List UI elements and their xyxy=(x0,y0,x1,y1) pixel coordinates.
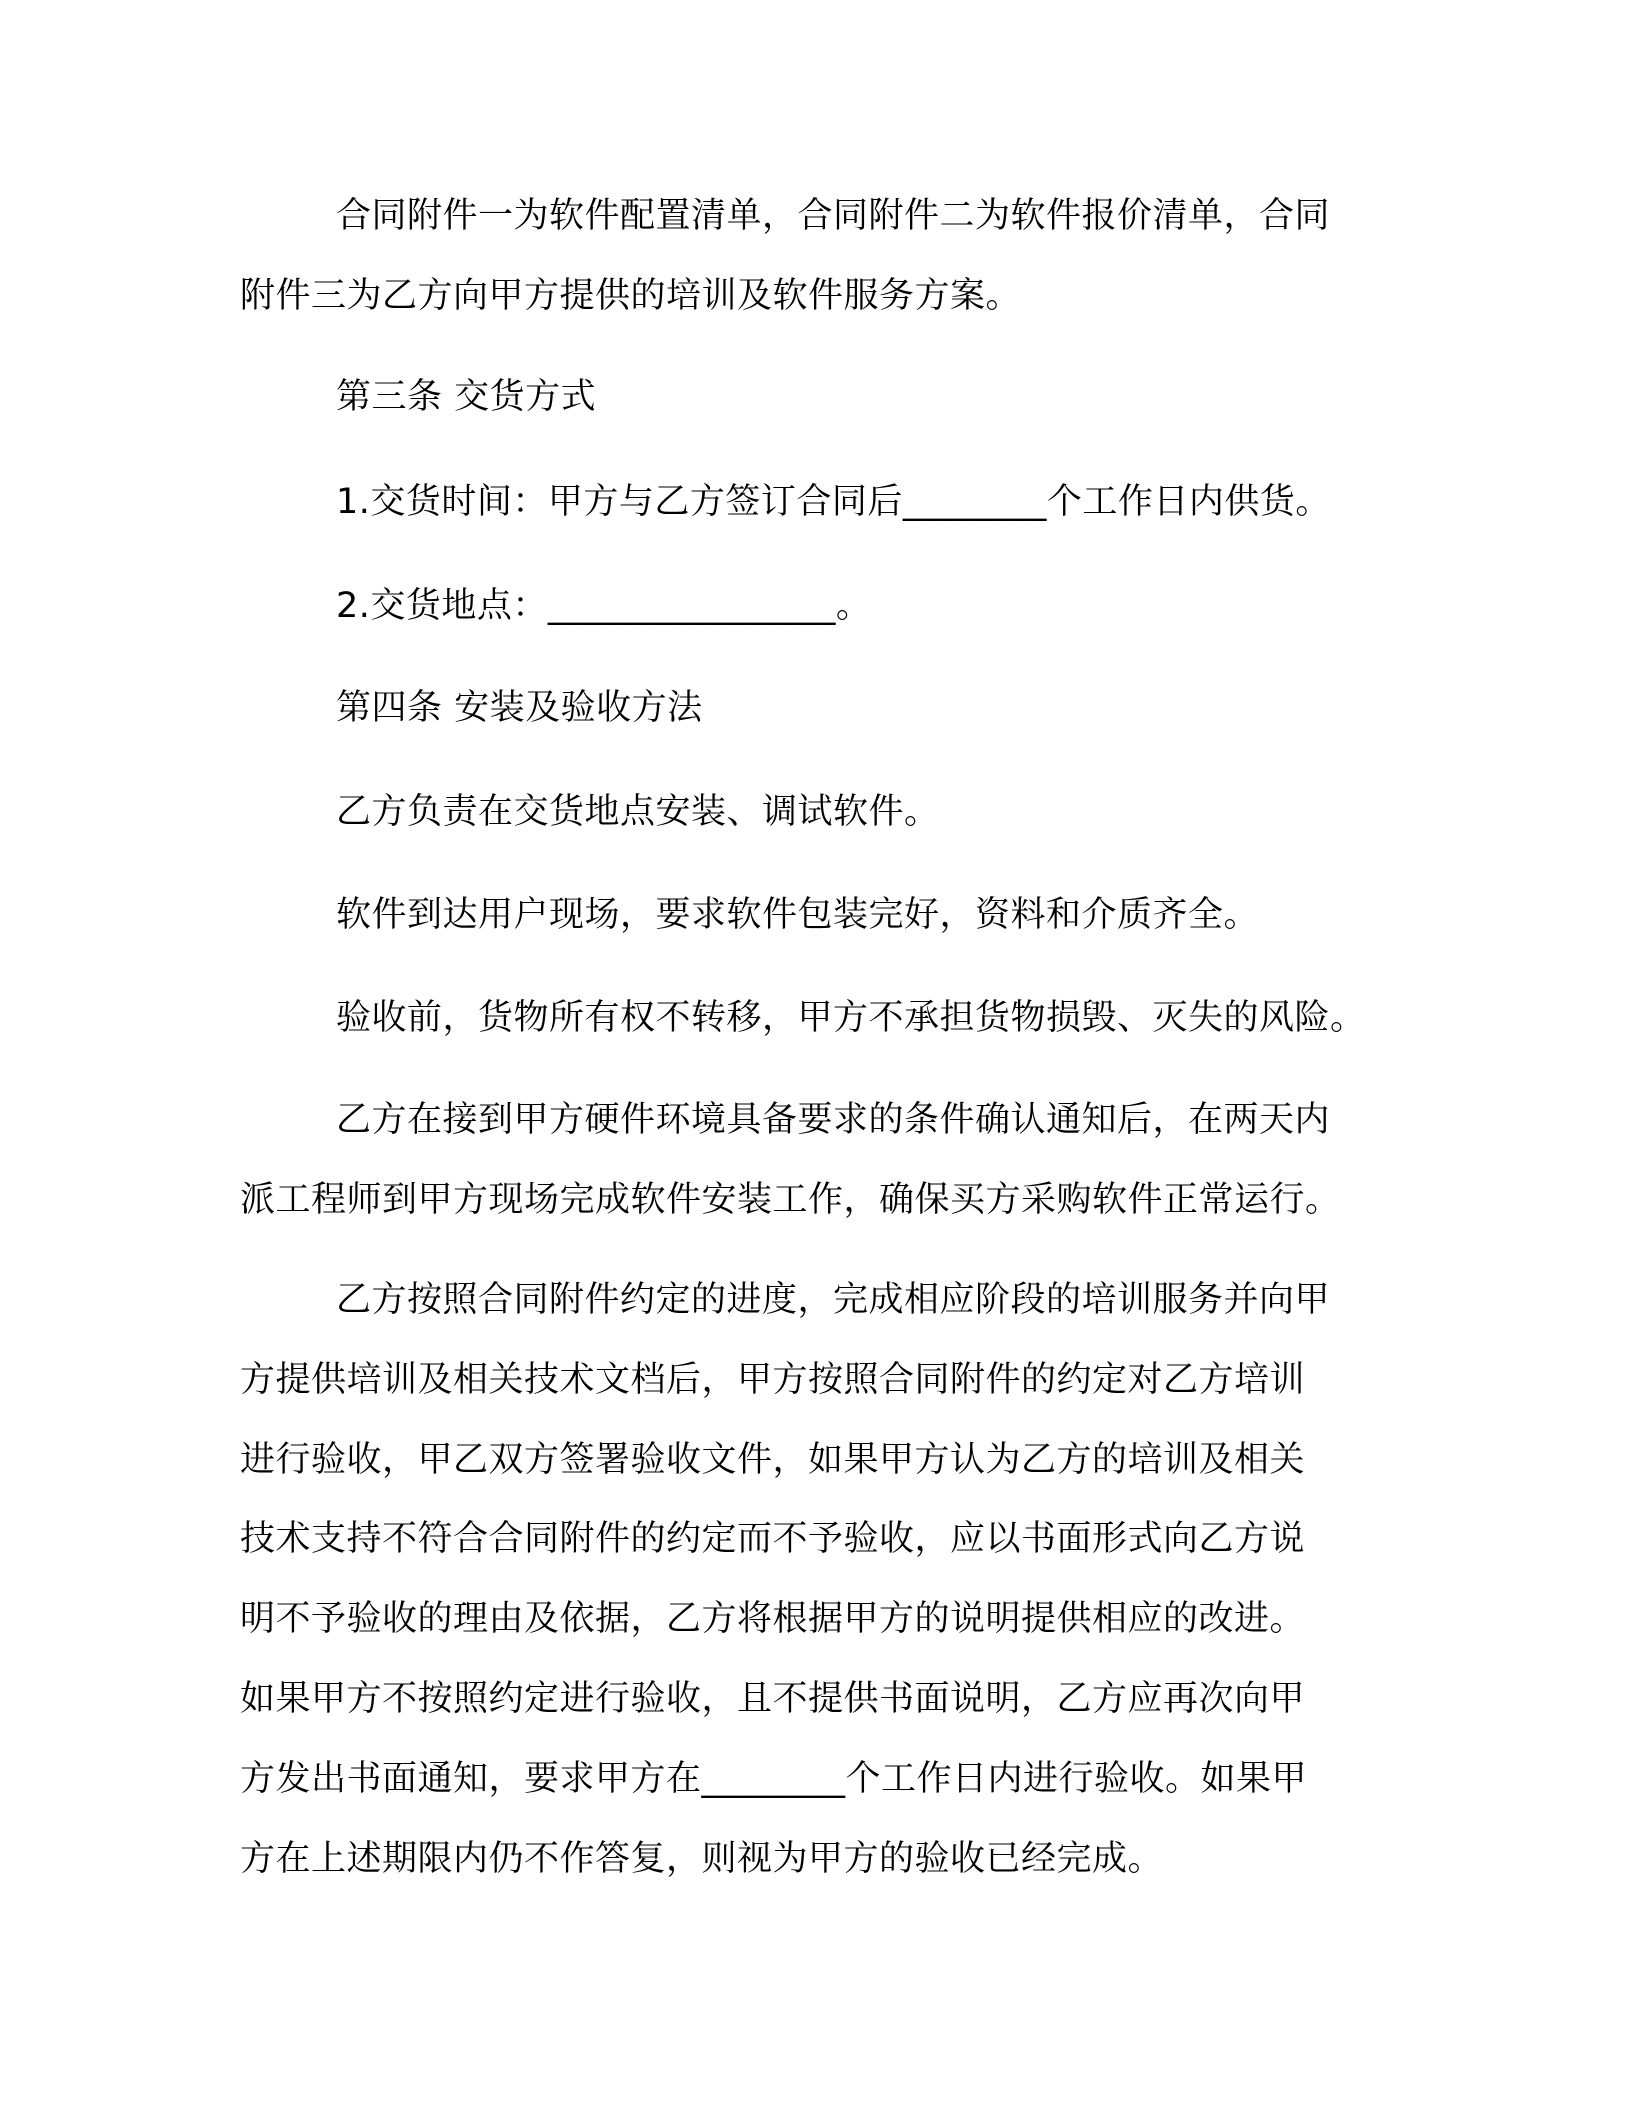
paragraph-line: 软件到达用户现场，要求软件包装完好，资料和介质齐全。 xyxy=(336,895,1260,935)
paragraph-line: 乙方负责在交货地点安装、调试软件。 xyxy=(336,792,940,832)
paragraph-line: 方在上述期限内仍不作答复，则视为甲方的验收已经完成。 xyxy=(240,1839,1164,1879)
paragraph-line: 明不予验收的理由及依据，乙方将根据甲方的说明提供相应的改进。 xyxy=(240,1599,1306,1639)
paragraph-line: 派工程师到甲方现场完成软件安装工作，确保买方采购软件正常运行。 xyxy=(240,1180,1341,1220)
paragraph-line: 乙方在接到甲方硬件环境具备要求的条件确认通知后，在两天内 xyxy=(336,1100,1331,1140)
paragraph-line: 乙方按照合同附件约定的进度，完成相应阶段的培训服务并向甲 xyxy=(336,1280,1331,1320)
paragraph-line: 进行验收，甲乙双方签署验收文件，如果甲方认为乙方的培训及相关 xyxy=(240,1440,1306,1480)
paragraph-line: 方提供培训及相关技术文档后，甲方按照合同附件的约定对乙方培训 xyxy=(240,1360,1306,1400)
paragraph-line: 方发出书面通知，要求甲方在________个工作日内进行验收。如果甲 xyxy=(240,1759,1308,1799)
paragraph-line: 技术支持不符合合同附件的约定而不予验收，应以书面形式向乙方说 xyxy=(240,1519,1306,1559)
paragraph-line: 如果甲方不按照约定进行验收，且不提供书面说明，乙方应再次向甲 xyxy=(240,1679,1306,1719)
paragraph-line: 2.交货地点：________________。 xyxy=(336,586,872,626)
paragraph-line: 附件三为乙方向甲方提供的培训及软件服务方案。 xyxy=(240,276,1022,316)
section-heading: 第三条 交货方式 xyxy=(336,377,597,417)
paragraph-line: 验收前，货物所有权不转移，甲方不承担货物损毁、灭失的风险。 xyxy=(336,998,1366,1038)
paragraph-line: 合同附件一为软件配置清单，合同附件二为软件报价清单，合同 xyxy=(336,196,1331,236)
section-heading: 第四条 安装及验收方法 xyxy=(336,688,703,728)
paragraph-line: 1.交货时间：甲方与乙方签订合同后________个工作日内供货。 xyxy=(336,482,1331,522)
